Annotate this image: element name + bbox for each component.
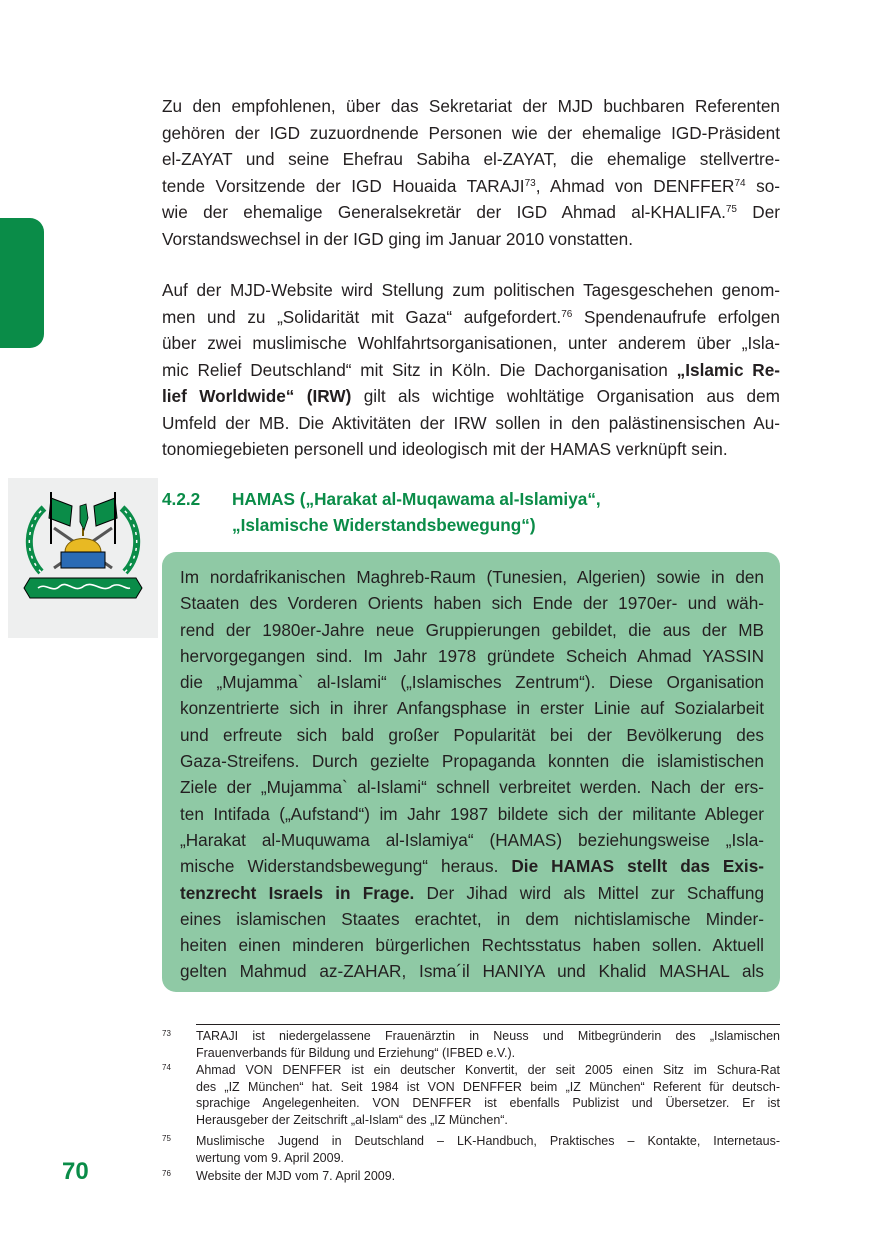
text-line: tenzrecht Israels in Frage. Der Jihad wird als Mittel zur Schaffung — [180, 882, 764, 903]
page-number: 70 — [62, 1158, 89, 1185]
paragraph-referenten — [162, 93, 780, 252]
text-line: heiten einen minderen bürgerlichen Rechtsstatus haben sollen. Aktuell — [180, 935, 764, 956]
text-line: gehören der IGD zuzuordnende Personen wie der ehemalige IGD-Präsident — [162, 122, 780, 143]
text-line: Gaza-Streifens. Durch gezielte Propaganda konnten die islamistischen — [180, 751, 764, 772]
footnote-divider — [196, 1024, 780, 1025]
footnote-number: 75 — [162, 1134, 171, 1143]
footnote-ref-75[interactable]: 75 — [725, 204, 737, 215]
footnote-ref-74[interactable]: 74 — [734, 177, 746, 189]
text-line: über zwei muslimische Wohlfahrtsorganisationen, unter anderem über „Isla- — [162, 333, 780, 353]
paragraph-mjd-website — [162, 277, 780, 463]
text-line: konzentrierte sich in ihrer Anfangsphase in erster Linie auf Sozialarbeit — [180, 698, 764, 719]
section-number: 4.2.2 — [162, 489, 201, 509]
section-title-line2: „Islamische Widerstandsbewegung“) — [232, 515, 536, 535]
footnote-text: TARAJI ist niedergelassene Frauenärztin in Neuss und Mitbegründerin des „Islamischen Frauenverbands für Bildung und Erziehung“ (IFBED e.V.). — [196, 1029, 780, 1060]
text-line: rend der 1980er-Jahre neue Gruppierungen gebildet, die aus der MB — [180, 619, 764, 640]
text-line: el-ZAYAT und seine Ehefrau Sabiha el-ZAYAT, die ehemalige stellvertre- — [162, 149, 780, 169]
text-line: tende Vorsitzende der IGD Houaida TARAJI$^{73}$, Ahmad von DENFFER$^{74}$ so- — [162, 175, 781, 196]
text-line: gelten Mahmud az-ZAHAR, Isma´il HANIYA und Khalid MASHAL als — [180, 961, 764, 982]
text-line: Im nordafrikanischen Maghreb-Raum (Tunesien, Algerien) sowie in den — [180, 567, 764, 587]
box-paragraph — [180, 564, 764, 985]
footnote-ref-76[interactable]: 76 — [561, 308, 573, 320]
footnote-text: Website der MJD vom 7. April 2009. — [196, 1169, 396, 1183]
hamas-emblem — [8, 478, 158, 638]
text-line: hervorgegangen sind. Im Jahr 1978 gründete Scheich Ahmad YASSIN — [180, 645, 764, 666]
text-line: Vorstandswechsel in der IGD ging im Januar 2010 vonstatten. — [162, 228, 634, 249]
text-line: tonomiegebieten personell und ideologisch mit der HAMAS verknüpft sein. — [162, 439, 728, 459]
text-line: und erfreute sich bald großer Popularität bei der Bevölkerung des — [180, 724, 764, 745]
footnote-ref-73[interactable]: 73 — [524, 177, 536, 189]
footnote-number: 74 — [162, 1063, 171, 1072]
text-line: wie der ehemalige Generalsekretär der IGD Ahmad al-KHALIFA.$^{75}$ Der — [162, 202, 780, 222]
section-title-line1: HAMAS („Harakat al-Muqawama al-Islamiya“, — [232, 489, 601, 509]
text-line: mische Widerstandsbewegung“ heraus. Die HAMAS stellt das Exis- — [180, 856, 764, 877]
footnote-number: 76 — [162, 1169, 171, 1178]
footnote-number: 73 — [162, 1029, 171, 1038]
text-line: men und zu „Solidarität mit Gaza“ aufgefordert.$^{76}$ Spendenaufrufe erfolgen — [162, 306, 780, 327]
footnote-text: Ahmad VON DENFFER ist ein deutscher Konvertit, der seit 2005 einen Sitz im Schura-Rat des „IZ München“ hat. Seit 1984 ist VON DENFFER beim „IZ München“ Referent für deutsch- sprachige Angelegenheiten. VON DENFFER ist ebenfalls Publizist und Übersetzer. Er ist Herausgeber der Zeitschrift „al-Islam“ des „IZ München“. — [196, 1063, 780, 1127]
text-line: Ziele der „Mujamma` al-Islami“ schnell verbreitet werden. Nach der ers- — [180, 777, 764, 798]
text-line: ten Intifada („Aufstand“) im Jahr 1987 bildete sich der militante Ableger — [180, 803, 764, 824]
text-line: Umfeld der MB. Die Aktivitäten der IRW sollen in den palästinensischen Au- — [162, 412, 780, 433]
text-line: mic Relief Deutschland“ mit Sitz in Köln. Die Dachorganisation „Islamic Re- — [162, 359, 780, 380]
chapter-side-tab — [0, 218, 44, 348]
text-line: Staaten des Vorderen Orients haben sich Ende der 1970er- und wäh- — [180, 593, 764, 614]
text-line: Auf der MJD-Website wird Stellung zum politischen Tagesgeschehen genom- — [162, 280, 780, 300]
text-line: Zu den empfohlenen, über das Sekretariat der MJD buchbaren Referenten — [162, 96, 780, 116]
text-line: „Harakat al-Muquwama al-Islamiya“ (HAMAS) beziehungsweise „Isla- — [180, 829, 764, 850]
hamas-info-box — [162, 552, 780, 992]
text-line: die „Mujamma` al-Islami“ („Islamisches Zentrum“). Diese Organisation — [180, 672, 764, 693]
emblem-icon — [16, 484, 150, 614]
text-line: eines islamischen Staates erachtet, in dem nichtislamische Minder- — [180, 908, 764, 929]
text-line: lief Worldwide“ (IRW) gilt als wichtige wohltätige Organisation aus dem — [162, 386, 780, 406]
footnote-text: Muslimische Jugend in Deutschland – LK-Handbuch, Praktisches – Kontakte, Internetaus- wertung vom 9. April 2009. — [196, 1134, 780, 1165]
